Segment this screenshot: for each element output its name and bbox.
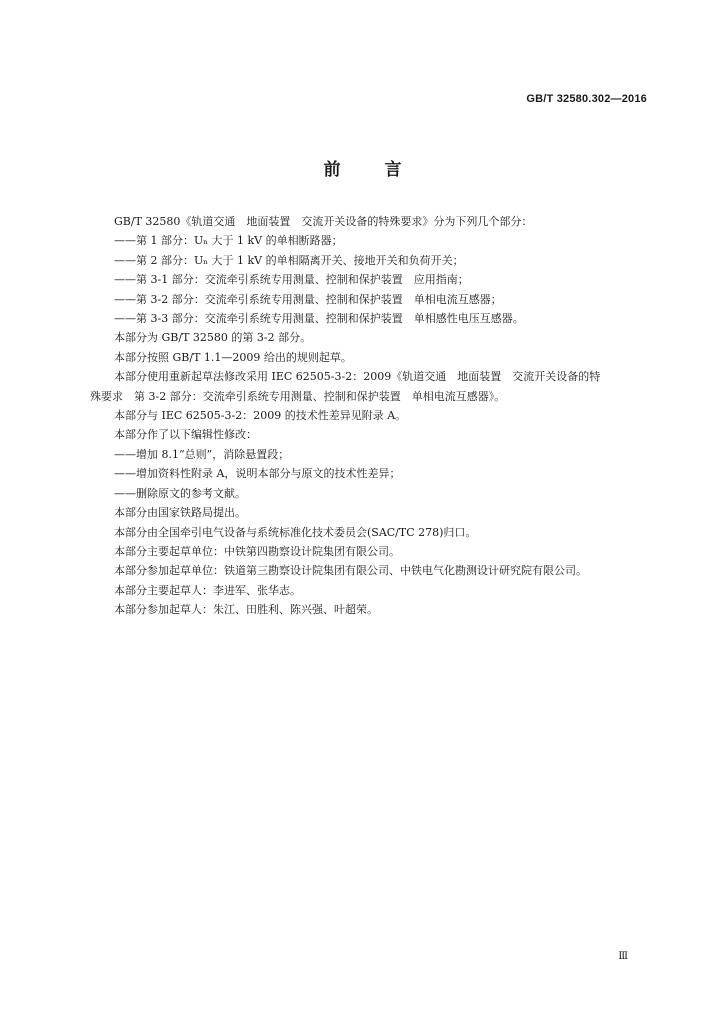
paragraph-participating-drafters: 本部分参加起草人：朱江、田胜利、陈兴强、叶超荣。 <box>114 603 378 617</box>
list-item-part-2: ——第 2 部分：Uₙ 大于 1 kV 的单相隔离开关、接地开关和负荷开关； <box>114 253 464 267</box>
title-char-1: 前 <box>323 160 341 180</box>
page-title <box>0 155 725 180</box>
list-item-part-1: ——第 1 部分：Uₙ 大于 1 kV 的单相断路器； <box>114 234 343 248</box>
paragraph-main-drafters: 本部分主要起草人：李进军、张华志。 <box>114 583 301 597</box>
standard-code-header: GB/T 32580.302—2016 <box>526 93 647 105</box>
paragraph-differences: 本部分与 IEC 62505-3-2：2009 的技术性差异见附录 A。 <box>114 409 407 423</box>
paragraph-editorial-changes: 本部分作了以下编辑性修改： <box>114 428 257 442</box>
paragraph-participating-units: 本部分参加起草单位：铁道第三勘察设计院集团有限公司、中铁电气化勘测设计研究院有限公司。 <box>114 564 587 578</box>
paragraph-adoption: 本部分使用重新起草法修改采用 IEC 62505-3-2：2009《轨道交通 地面装置 交流开关设备的特 <box>114 370 601 384</box>
list-item-part-3-2: ——第 3-2 部分：交流牵引系统专用测量、控制和保护装置 单相电流互感器； <box>114 292 502 306</box>
page-number: Ⅲ <box>618 951 628 962</box>
paragraph-intro: GB/T 32580《轨道交通 地面装置 交流开关设备的特殊要求》分为下列几个部分： <box>114 215 533 228</box>
list-item-editorial-2: ——增加资料性附录 A，说明本部分与原文的技术性差异； <box>114 467 401 481</box>
paragraph-drafting-rules: 本部分按照 GB/T 1.1—2009 给出的规则起草。 <box>114 350 352 364</box>
paragraph-adoption-cont: 殊要求 第 3-2 部分：交流牵引系统专用测量、控制和保护装置 单相电流互感器》。 <box>90 389 506 403</box>
list-item-part-3-3: ——第 3-3 部分：交流牵引系统专用测量、控制和保护装置 单相感性电压互感器。 <box>114 312 524 326</box>
paragraph-proposed-by: 本部分由国家铁路局提出。 <box>114 506 246 520</box>
list-item-editorial-3: ——删除原文的参考文献。 <box>114 486 246 500</box>
list-item-part-3-1: ——第 3-1 部分：交流牵引系统专用测量、控制和保护装置 应用指南； <box>114 273 469 287</box>
paragraph-main-drafting-unit: 本部分主要起草单位：中铁第四勘察设计院集团有限公司。 <box>114 544 400 558</box>
paragraph-administered-by: 本部分由全国牵引电气设备与系统标准化技术委员会(SAC/TC 278)归口。 <box>114 525 477 539</box>
title-char-2: 言 <box>384 160 402 180</box>
list-item-editorial-1: ——增加 8.1“总则”，消除悬置段； <box>114 447 290 461</box>
paragraph-part-statement: 本部分为 GB/T 32580 的第 3-2 部分。 <box>114 331 312 345</box>
foreword-body <box>90 212 650 620</box>
